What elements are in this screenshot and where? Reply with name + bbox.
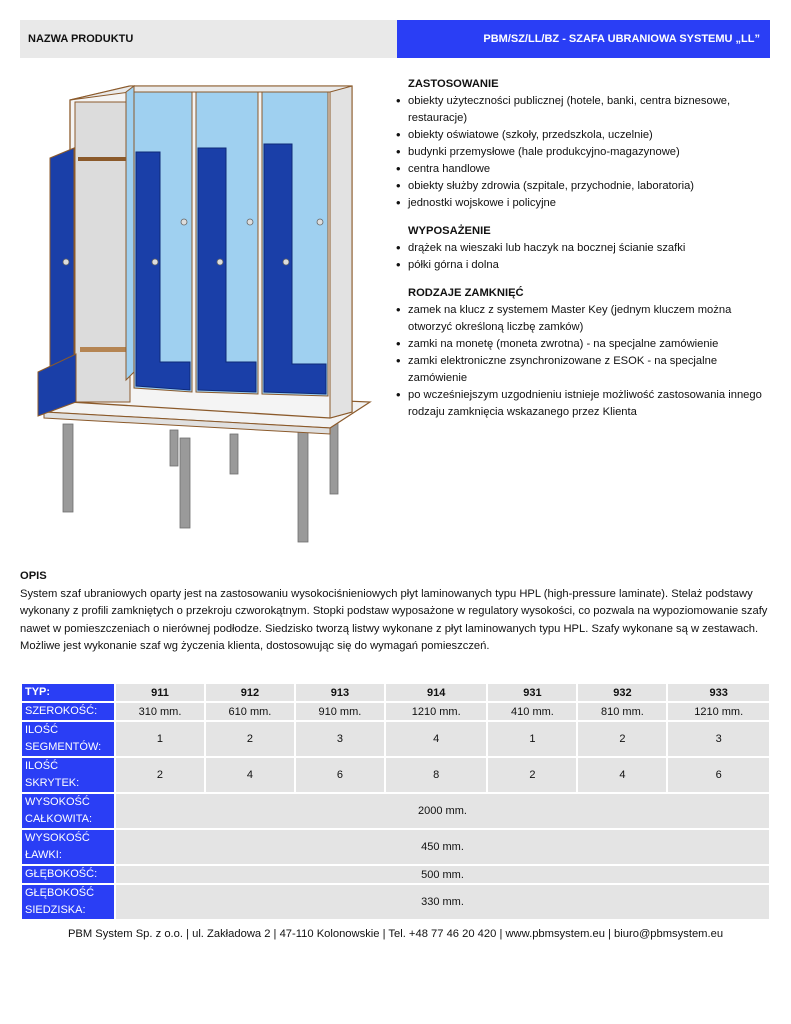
table-row — [22, 885, 769, 919]
table-row — [22, 703, 769, 720]
row-label — [22, 722, 114, 756]
row-label-line: WYSOKOŚĆ — [25, 796, 90, 808]
table-cell: 4 — [386, 722, 487, 756]
product-header — [20, 20, 770, 58]
open-compartment — [75, 102, 130, 402]
table-cell: 3 — [296, 722, 384, 756]
row-label-line: SKRYTEK: — [25, 777, 80, 789]
list-item: • zamek na klucz z systemem Master Key (jednym kluczem można otworzyć określoną liczbę zamków) — [395, 302, 775, 336]
table-row — [22, 758, 769, 792]
row-label-line: ŁAWKI: — [25, 849, 62, 861]
table-cell: 1 — [116, 722, 204, 756]
table-cell: 450 mm. — [116, 830, 769, 864]
list-item: • po wcześniejszym uzgodnieniu istnieje możliwość zastosowania innego rodzaju zamknięcia wskazanego przez Klienta — [395, 387, 775, 421]
table-cell: 610 mm. — [206, 703, 294, 720]
spec-list — [395, 93, 775, 212]
row-label-line: WYSOKOŚĆ — [25, 832, 90, 844]
table-cell: 330 mm. — [116, 885, 769, 919]
specifications — [395, 76, 775, 432]
list-item: • drążek na wieszaki lub haczyk na bocznej ścianie szafki — [395, 240, 775, 257]
table-row — [22, 866, 769, 883]
table-row — [22, 794, 769, 828]
table-cell: 500 mm. — [116, 866, 769, 883]
table-cell: 910 mm. — [296, 703, 384, 720]
row-label: SZEROKOŚĆ: — [22, 703, 114, 720]
footer-contact: PBM System Sp. z o.o. | ul. Zakładowa 2 | 47-110 Kolonowskie | Tel. +48 77 46 20 420 | www.pbmsystem.eu | biuro@pbmsystem.eu — [67, 928, 724, 940]
locker-illustration — [30, 72, 375, 547]
description-title: OPIS — [20, 570, 47, 582]
table-cell: 2 — [116, 758, 204, 792]
row-label-line: ILOŚĆ — [25, 724, 59, 736]
table-cell: 1210 mm. — [668, 703, 769, 720]
row-label-line: CAŁKOWITA: — [25, 813, 93, 825]
table-cell: 6 — [296, 758, 384, 792]
table-cell: 3 — [668, 722, 769, 756]
table-cell: 4 — [578, 758, 666, 792]
spec-section-usage — [395, 76, 775, 212]
table-cell: 931 — [488, 684, 576, 701]
product-name-label: NAZWA PRODUKTU — [20, 20, 397, 58]
bench-legs — [63, 416, 338, 542]
table-cell: 410 mm. — [488, 703, 576, 720]
table-cell: 2 — [488, 758, 576, 792]
table-cell: 8 — [386, 758, 487, 792]
list-item: • obiekty oświatowe (szkoły, przedszkola, uczelnie) — [395, 127, 775, 144]
description-text: System szaf ubraniowych oparty jest na zastosowaniu wysokociśnieniowych płyt laminowanych typu HPL (high-pressure laminate). Stelaż podstawy wykonany z profili zamkniętych o przekroju czworokątnym. Stopki podstaw wyposażone w regulatory wysokości, co pozwala na wypoziomowanie szafy nawet w pomieszczeniach o nierównej podłodze. Siedzisko tworzą listwy wykonane z płyt laminowanych typu HPL. Szafy wykonane są w zestawach. Możliwe jest wykonanie szaf wg życzenia klienta, dostosowując się do wymagań pomieszczeń. — [20, 587, 768, 653]
table-cell: 2000 mm. — [116, 794, 769, 828]
product-code-title: PBM/SZ/LL/BZ - SZAFA UBRANIOWA SYSTEMU „LL” — [397, 20, 770, 58]
spec-heading: ZASTOSOWANIE — [408, 78, 499, 90]
list-item: • obiekty służby zdrowia (szpitale, przychodnie, laboratoria) — [395, 178, 775, 195]
table-cell: 4 — [206, 758, 294, 792]
table-cell: 2 — [206, 722, 294, 756]
table-row — [22, 722, 769, 756]
table-cell: 912 — [206, 684, 294, 701]
list-item: • jednostki wojskowe i policyjne — [395, 195, 775, 212]
spec-list — [395, 302, 775, 421]
table-cell: 810 mm. — [578, 703, 666, 720]
list-item: • budynki przemysłowe (hale produkcyjno-magazynowe) — [395, 144, 775, 161]
table-cell: 310 mm. — [116, 703, 204, 720]
types-table — [20, 682, 771, 921]
row-label: TYP: — [22, 684, 114, 701]
row-label-line: GŁĘBOKOŚĆ — [25, 887, 95, 899]
row-label — [22, 830, 114, 864]
table-row — [22, 830, 769, 864]
row-label-line: ILOŚĆ — [25, 760, 59, 772]
light-blue-doors — [134, 92, 328, 396]
table-cell: 1 — [488, 722, 576, 756]
spec-section-equipment — [395, 223, 775, 274]
spec-list — [395, 240, 775, 274]
table-cell: 933 — [668, 684, 769, 701]
description — [20, 568, 772, 656]
table-cell: 911 — [116, 684, 204, 701]
row-label — [22, 794, 114, 828]
row-label — [22, 885, 114, 919]
table-cell: 1210 mm. — [386, 703, 487, 720]
table-cell: 6 — [668, 758, 769, 792]
list-item: • centra handlowe — [395, 161, 775, 178]
table-cell: 914 — [386, 684, 487, 701]
list-item: • zamki na monetę (moneta zwrotna) - na specjalne zamówienie — [395, 336, 775, 353]
row-label-line: SIEDZISKA: — [25, 904, 86, 916]
table-row — [22, 684, 769, 701]
table-cell: 913 — [296, 684, 384, 701]
spec-heading: RODZAJE ZAMKNIĘĆ — [408, 287, 524, 299]
row-label — [22, 758, 114, 792]
row-label: GŁĘBOKOŚĆ: — [22, 866, 114, 883]
list-item: • obiekty użyteczności publicznej (hotele, banki, centra biznesowe, restauracje) — [395, 93, 775, 127]
row-label-line: SEGMENTÓW: — [25, 741, 102, 753]
spec-section-locks — [395, 285, 775, 421]
list-item: • zamki elektroniczne zsynchronizowane z ESOK - na specjalne zamówienie — [395, 353, 775, 387]
list-item: • półki górna i dolna — [395, 257, 775, 274]
spec-heading: WYPOSAŻENIE — [408, 225, 491, 237]
table-cell: 2 — [578, 722, 666, 756]
table-cell: 932 — [578, 684, 666, 701]
